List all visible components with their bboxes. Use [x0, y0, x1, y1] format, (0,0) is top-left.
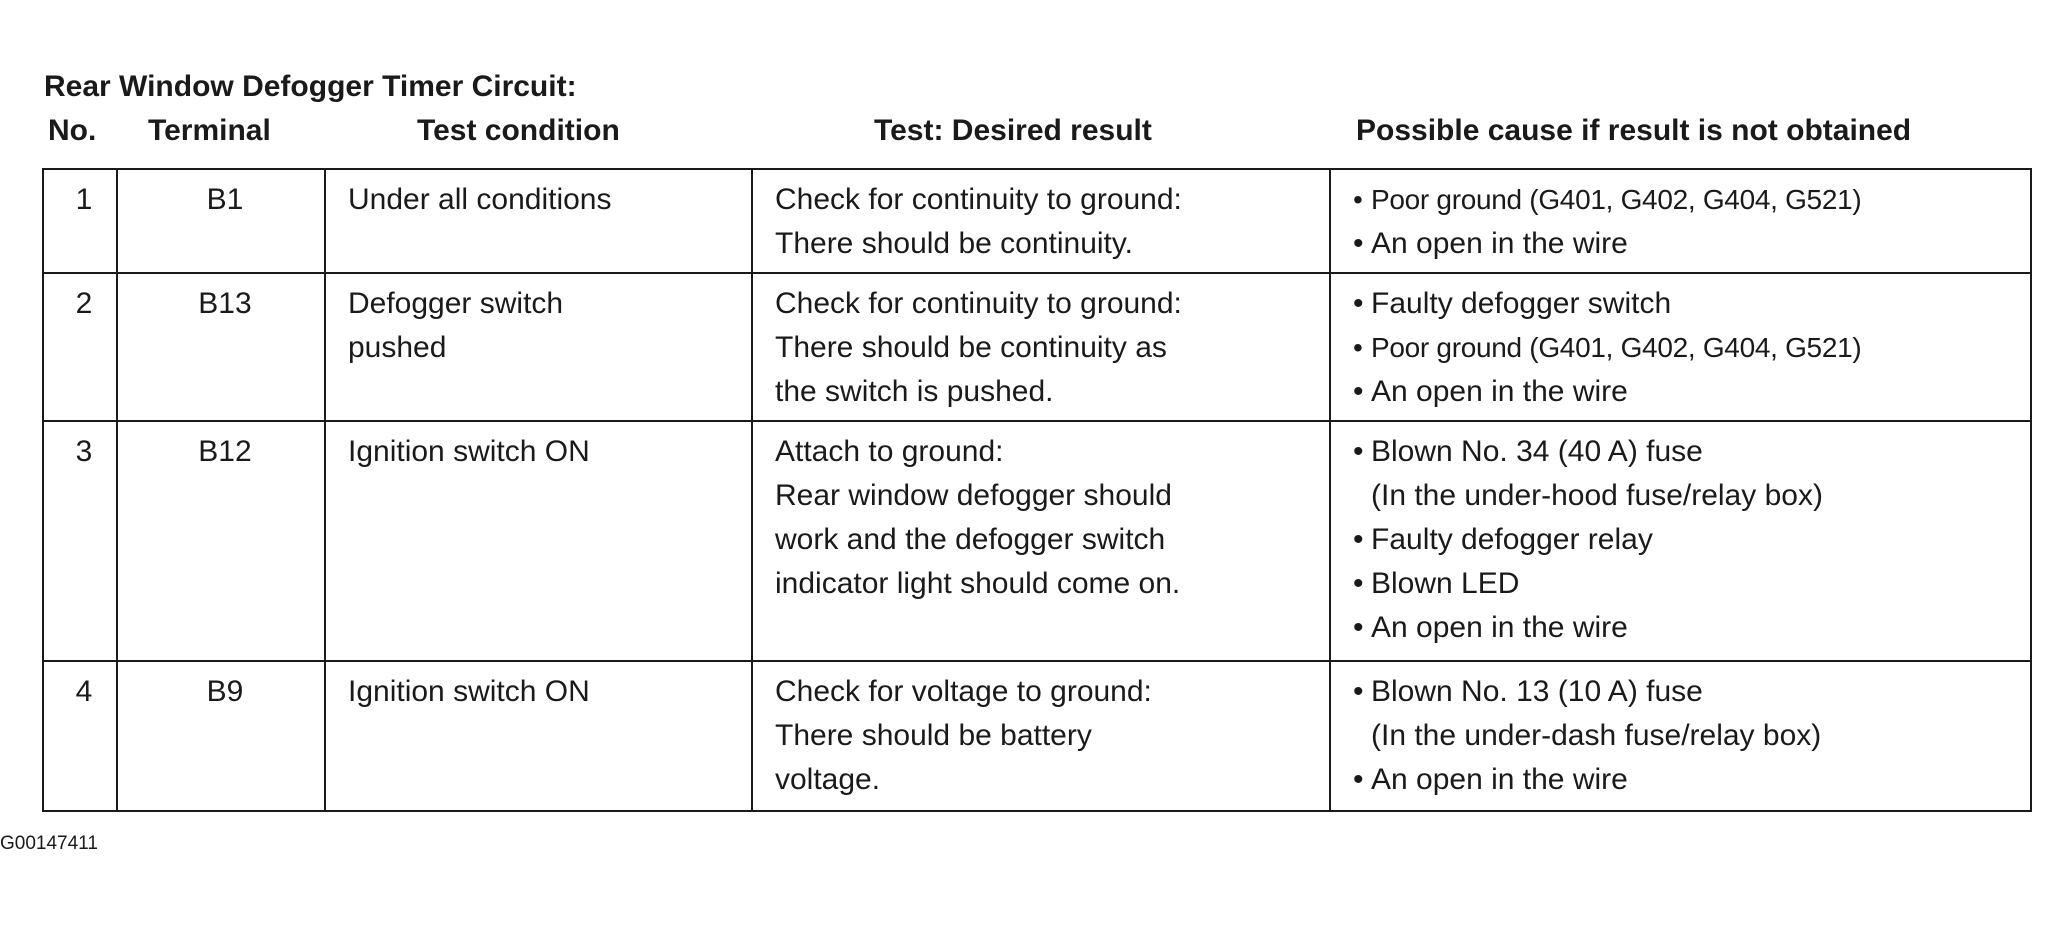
condition-line: pushed [348, 331, 447, 364]
result-cell [752, 661, 1330, 811]
header-desired-result: Test: Desired result [874, 114, 1152, 147]
cause-item: • An open in the wire [1353, 758, 2016, 802]
bullet-icon: • [1353, 567, 1364, 600]
cause-item: • Poor ground (G401, G402, G404, G521) [1353, 326, 2016, 370]
result-line: There should be battery [775, 719, 1092, 752]
cause-cell [1330, 661, 2031, 811]
row-number: 1 [43, 169, 117, 273]
bullet-icon: • [1353, 184, 1363, 215]
cause-item: • An open in the wire [1353, 606, 2016, 650]
condition-cell [325, 661, 752, 811]
bullet-icon: • [1353, 227, 1364, 260]
bullet-icon: • [1353, 763, 1364, 796]
condition-cell [325, 273, 752, 421]
result-line: Check for continuity to ground: [775, 287, 1182, 320]
result-cell [752, 273, 1330, 421]
result-cell [752, 421, 1330, 661]
result-line: There should be continuity as [775, 331, 1167, 364]
bullet-icon: • [1353, 435, 1364, 468]
header-no: No. [48, 114, 97, 147]
bullet-icon: • [1353, 675, 1364, 708]
document-title: Rear Window Defogger Timer Circuit: [44, 70, 577, 103]
result-cell [752, 169, 1330, 273]
condition-line: Ignition switch ON [348, 675, 590, 708]
terminal-cell: B1 [117, 169, 325, 273]
condition-line: Ignition switch ON [348, 435, 590, 468]
test-table [42, 168, 2032, 812]
bullet-icon: • [1353, 332, 1363, 363]
terminal-cell: B13 [117, 273, 325, 421]
bullet-icon: • [1353, 375, 1364, 408]
table-row [43, 421, 2031, 661]
condition-line: Defogger switch [348, 287, 564, 320]
figure-id: G00147411 [0, 833, 98, 854]
row-number: 4 [43, 661, 117, 811]
condition-cell [325, 169, 752, 273]
table-row [43, 661, 2031, 811]
cause-item: • An open in the wire [1353, 370, 2016, 414]
header-test-condition: Test condition [417, 114, 620, 147]
cause-cell [1330, 273, 2031, 421]
terminal-cell: B12 [117, 421, 325, 661]
cause-item: • Faulty defogger relay [1353, 518, 2016, 562]
result-line: There should be continuity. [775, 227, 1133, 260]
cause-item: • Blown LED [1353, 562, 2016, 606]
row-number: 2 [43, 273, 117, 421]
terminal-cell: B9 [117, 661, 325, 811]
header-terminal: Terminal [148, 114, 271, 147]
cause-item-continuation: (In the under-dash fuse/relay box) [1371, 719, 1822, 752]
row-number: 3 [43, 421, 117, 661]
result-line: the switch is pushed. [775, 375, 1054, 408]
result-line: Check for continuity to ground: [775, 183, 1182, 216]
condition-cell [325, 421, 752, 661]
bullet-icon: • [1353, 287, 1364, 320]
bullet-icon: • [1353, 611, 1364, 644]
result-line: Attach to ground: [775, 435, 1004, 468]
cause-item: • An open in the wire [1353, 222, 2016, 266]
table-row [43, 169, 2031, 273]
cause-item: • Blown No. 13 (10 A) fuse [1353, 670, 2016, 714]
cause-item: • Blown No. 34 (40 A) fuse [1353, 430, 2016, 474]
bullet-icon: • [1353, 523, 1364, 556]
result-line: Check for voltage to ground: [775, 675, 1152, 708]
cause-item-continuation: (In the under-hood fuse/relay box) [1371, 479, 1823, 512]
result-line: indicator light should come on. [775, 567, 1181, 600]
cause-item: • Poor ground (G401, G402, G404, G521) [1353, 178, 2016, 222]
cause-cell [1330, 169, 2031, 273]
result-line: Rear window defogger should [775, 479, 1172, 512]
table-row [43, 273, 2031, 421]
cause-cell [1330, 421, 2031, 661]
cause-item: • Faulty defogger switch [1353, 282, 2016, 326]
header-possible-cause: Possible cause if result is not obtained [1356, 114, 1912, 147]
result-line: voltage. [775, 763, 881, 796]
condition-line: Under all conditions [348, 183, 612, 216]
result-line: work and the defogger switch [775, 523, 1166, 556]
